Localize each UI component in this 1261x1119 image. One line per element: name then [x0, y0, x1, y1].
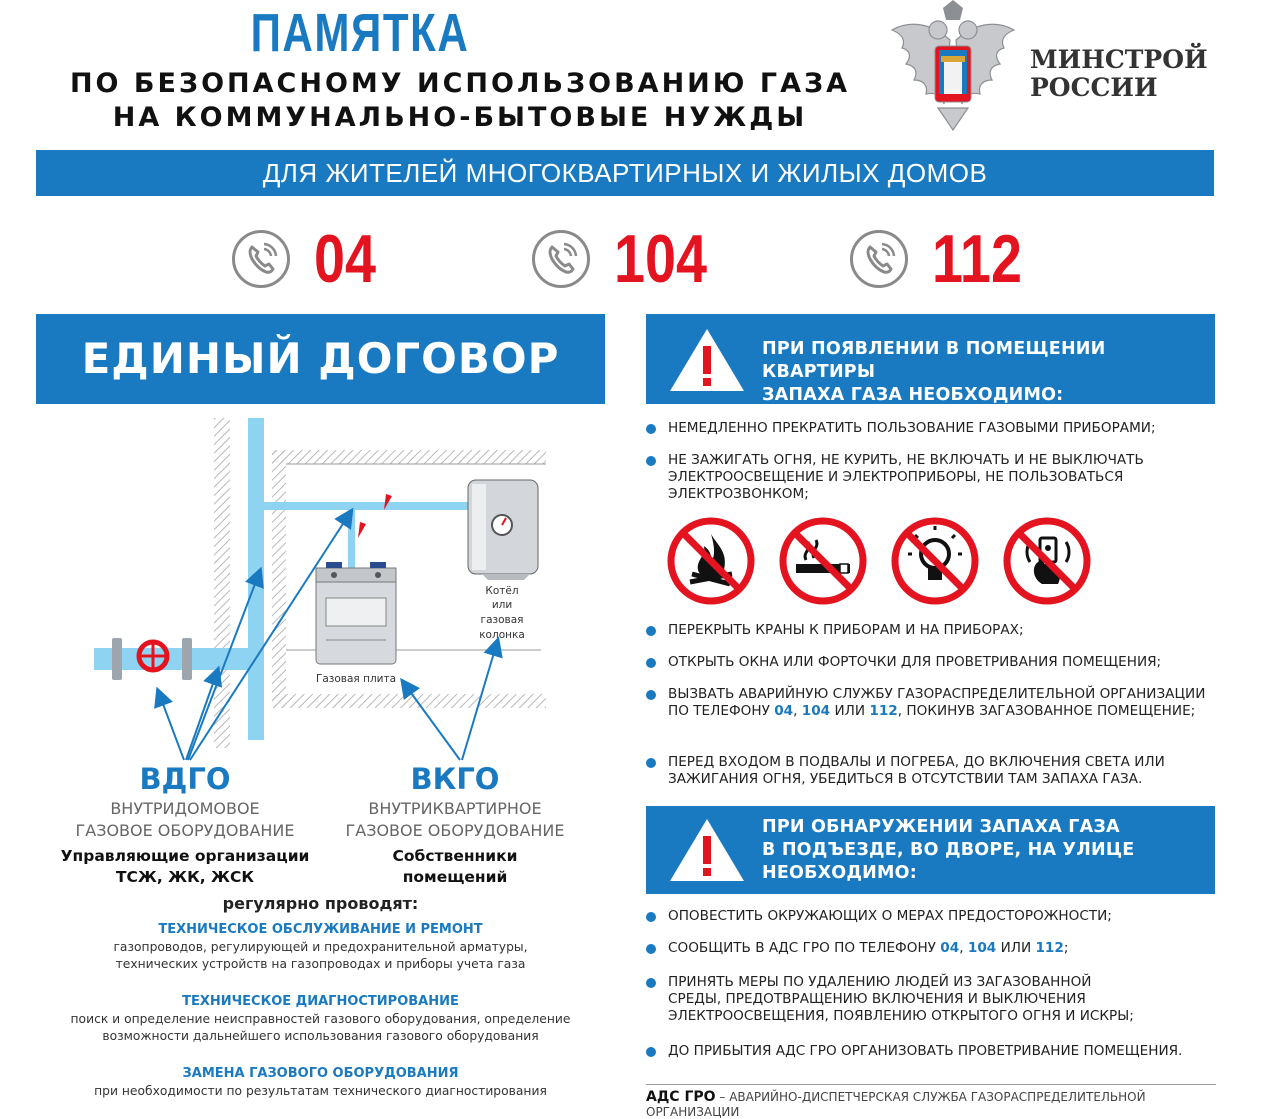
- service-desc-2: технических устройств на газопроводах и приборы учета газа: [115, 957, 526, 971]
- warning-title-line-2: В ПОДЪЕЗДЕ, ВО ДВОРЕ, НА УЛИЦЕ: [762, 840, 1135, 860]
- footer-note: [646, 1084, 1216, 1119]
- no-fire-icon: [666, 516, 756, 606]
- regularly-label: регулярно проводят:: [222, 894, 419, 913]
- vkgo-who-1: Собственники: [392, 847, 518, 865]
- vdgo-who-2: ТСЖ, ЖК, ЖСК: [115, 868, 255, 886]
- vdgo-desc-1: ВНУТРИДОМОВОЕ: [110, 799, 260, 818]
- no-light-switch-icon: [890, 516, 980, 606]
- ministry-line-1: МИНСТРОЙ: [1030, 45, 1208, 74]
- phone-number: 04: [314, 221, 377, 297]
- service-desc-1: поиск и определение неисправностей газового оборудования, определение: [70, 1012, 571, 1026]
- phone-number: 104: [614, 221, 708, 297]
- vkgo-desc-2: ГАЗОВОЕ ОБОРУДОВАНИЕ: [345, 821, 565, 840]
- vkgo-abbr: ВКГО: [410, 762, 500, 796]
- gas-system-diagram: [36, 410, 606, 780]
- service-maintenance: [36, 922, 605, 973]
- boiler-icon: [468, 480, 538, 580]
- unified-contract-banner: ЕДИНЫЙ ДОГОВОР: [36, 314, 605, 404]
- service-replacement: [36, 1066, 605, 1100]
- ministry-name: [1030, 46, 1208, 102]
- service-desc-1: при необходимости по результатам технического диагностирования: [94, 1084, 547, 1098]
- branch-pipe: [264, 502, 494, 510]
- boiler-label-1: Котёл: [485, 585, 519, 597]
- service-title: ТЕХНИЧЕСКОЕ ДИАГНОСТИРОВАНИЕ: [182, 994, 459, 1009]
- warning-title: [762, 816, 1134, 885]
- vkgo-block: [290, 762, 620, 888]
- warning-box-outdoor: [646, 806, 1215, 894]
- vkgo-desc-1: ВНУТРИКВАРТИРНОЕ: [368, 799, 542, 818]
- service-diagnostics: [36, 994, 605, 1045]
- gas-stove-icon: [316, 562, 396, 664]
- phone-number: 112: [932, 221, 1022, 297]
- boiler-label-2: или: [491, 599, 513, 611]
- warning-icon: [668, 326, 746, 394]
- vdgo-who-1: Управляющие организации: [60, 847, 310, 865]
- floor: [272, 694, 546, 708]
- footer-text: – АВАРИЙНО-ДИСПЕТЧЕРСКАЯ СЛУЖБА ГАЗОРАСПРЕДЕЛИТЕЛЬНОЙ ОРГАНИЗАЦИИ: [646, 1090, 1146, 1119]
- no-smoking-icon: [778, 516, 868, 606]
- service-desc-1: газопроводов, регулирующей и предохранительной арматуры,: [113, 940, 528, 954]
- phone-icon: [850, 230, 908, 288]
- ceiling: [272, 450, 546, 464]
- warning-title-line-3: НЕОБХОДИМО:: [762, 863, 917, 883]
- vdgo-abbr: ВДГО: [139, 762, 231, 796]
- subtitle-line-1: ПО БЕЗОПАСНОМУ ИСПОЛЬЗОВАНИЮ ГАЗА: [69, 68, 851, 99]
- phone-icon: [232, 230, 290, 288]
- ministry-line-2: РОССИИ: [1030, 73, 1158, 102]
- vdgo-desc-2: ГАЗОВОЕ ОБОРУДОВАНИЕ: [75, 821, 295, 840]
- vkgo-who-2: помещений: [402, 868, 508, 886]
- coat-of-arms-icon: [888, 0, 1018, 140]
- warning-title-line-1: ПРИ ПОЯВЛЕНИИ В ПОМЕЩЕНИИ КВАРТИРЫ: [762, 339, 1106, 382]
- service-title: ТЕХНИЧЕСКОЕ ОБСЛУЖИВАНИЕ И РЕМОНТ: [158, 922, 483, 937]
- no-doorbell-icon: [1002, 516, 1092, 606]
- warning-box-apartment: [646, 314, 1215, 404]
- phone-icon: [532, 230, 590, 288]
- stove-label: Газовая плита: [315, 673, 397, 685]
- warning-title: [762, 338, 1215, 407]
- audience-bar: ДЛЯ ЖИТЕЛЕЙ МНОГОКВАРТИРНЫХ И ЖИЛЫХ ДОМОВ: [36, 150, 1214, 196]
- page-title: ПАМЯТКА: [250, 3, 470, 63]
- subtitle-line-2: НА КОММУНАЛЬНО-БЫТОВЫЕ НУЖДЫ: [112, 102, 808, 133]
- boiler-label-4: колонка: [479, 629, 525, 641]
- boiler-label-3: газовая: [480, 614, 524, 626]
- footer-abbr: АДС ГРО: [646, 1089, 716, 1105]
- service-title: ЗАМЕНА ГАЗОВОГО ОБОРУДОВАНИЯ: [182, 1066, 459, 1081]
- service-desc-2: возможности дальнейшего использования газового оборудования: [102, 1029, 539, 1043]
- warning-title-line-2: ЗАПАХА ГАЗА НЕОБХОДИМО:: [762, 385, 1064, 405]
- warning-icon: [668, 816, 746, 884]
- warning-title-line-1: ПРИ ОБНАРУЖЕНИИ ЗАПАХА ГАЗА: [762, 817, 1120, 837]
- wall-outer: [214, 418, 230, 748]
- wall-inner: [272, 450, 286, 708]
